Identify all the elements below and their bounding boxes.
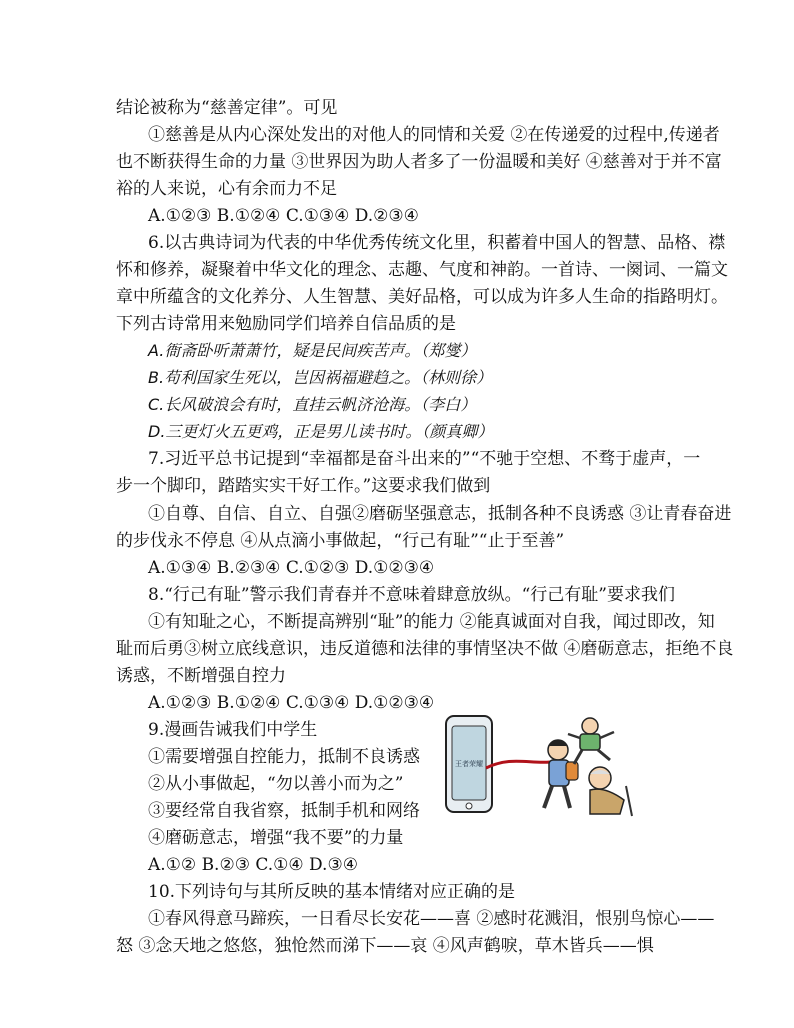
text-line: 步一个脚印，踏踏实实干好工作。”这要求我们做到 <box>116 476 491 496</box>
text-line: 的步伐永不停息 ④从点滴小事做起，“行己有耻”“止于至善” <box>116 531 565 551</box>
answer-options: A.①② B.②③ C.①④ D.③④ <box>148 855 358 875</box>
question-7-stem: 7.习近平总书记提到“幸福都是奋斗出来的”“不驰于空想、不骛于虚声，一 <box>148 449 701 469</box>
answer-options: A.①②③ B.①②④ C.①③④ D.①②③④ <box>148 693 435 713</box>
text-line: 章中所蕴含的文化养分、人生智慧、美好品格，可以成为许多人生命的指路明灯。 <box>116 287 728 307</box>
cartoon-illustration <box>440 708 640 820</box>
text-line: ①需要增强自控能力，抵制不良诱惑 <box>148 747 420 767</box>
question-6-stem: 6.以古典诗词为代表的中华优秀传统文化里，积蓄着中国人的智慧、品格、襟 <box>148 233 726 253</box>
option-d: D.三更灯火五更鸡，正是男儿读书时。（颜真卿） <box>148 422 494 441</box>
elderly-figure <box>589 767 632 816</box>
running-figure <box>568 718 614 764</box>
question-10-stem: 10.下列诗句与其所反映的基本情绪对应正确的是 <box>148 882 516 902</box>
phone-icon <box>446 716 492 812</box>
text-line: ②从小事做起，“勿以善小而为之” <box>148 774 404 794</box>
text-line: 下列古诗常用来勉励同学们培养自信品质的是 <box>116 314 456 334</box>
text-line: 裕的人来说，心有余而力不足 <box>116 179 337 199</box>
answer-options: A.①③④ B.②③④ C.①②③ D.①②③④ <box>148 558 435 578</box>
student-figure <box>544 740 578 808</box>
leash-rope <box>486 761 550 768</box>
text-line: ①自尊、自信、自立、自强②磨砺坚强意志，抵制各种不良诱惑 ③让青春奋进 <box>148 504 732 524</box>
text-line: 结论被称为“慈善定律”。可见 <box>116 98 338 118</box>
text-line: ①春风得意马蹄疾，一日看尽长安花——喜 ②感时花溅泪，恨别鸟惊心—— <box>148 909 715 929</box>
text-line: 诱惑，不断增强自控力 <box>116 666 286 686</box>
question-8-stem: 8.“行己有耻”警示我们青春并不意味着肆意放纵。“行己有耻”要求我们 <box>148 585 675 605</box>
text-line: ①有知耻之心，不断提高辨别“耻”的能力 ②能真诚面对自我，闻过即改，知 <box>148 612 715 632</box>
answer-options: A.①②③ B.①②④ C.①③④ D.②③④ <box>148 206 419 226</box>
text-line: ④磨砺意志，增强“我不要”的力量 <box>148 828 404 848</box>
text-line: 也不断获得生命的力量 ③世界因为助人者多了一份温暖和美好 ④慈善对于并不富 <box>116 152 722 172</box>
text-line: ①慈善是从内心深处发出的对他人的同情和关爱 ②在传递爱的过程中,传递者 <box>148 125 720 145</box>
question-9-stem: 9.漫画告诫我们中学生 <box>148 720 318 740</box>
option-c: C.长风破浪会有时，直挂云帆济沧海。（李白） <box>148 395 477 414</box>
phone-screen-text: 王者荣耀 <box>455 760 483 768</box>
option-a: A.衙斋卧听萧萧竹，疑是民间疾苦声。（郑燮） <box>148 341 477 360</box>
option-b: B.苟利国家生死以，岂因祸福避趋之。（林则徐） <box>148 368 493 387</box>
text-line: 怒 ③念天地之悠悠，独怆然而涕下——哀 ④风声鹤唳，草木皆兵——惧 <box>116 936 654 956</box>
text-line: ③要经常自我省察，抵制手机和网络 <box>148 801 420 821</box>
text-line: 怀和修养，凝聚着中华文化的理念、志趣、气度和神韵。一首诗、一阕词、一篇文 <box>116 260 728 280</box>
text-line: 耻而后勇③树立底线意识，违反道德和法律的事情坚决不做 ④磨砺意志，拒绝不良 <box>116 639 734 659</box>
